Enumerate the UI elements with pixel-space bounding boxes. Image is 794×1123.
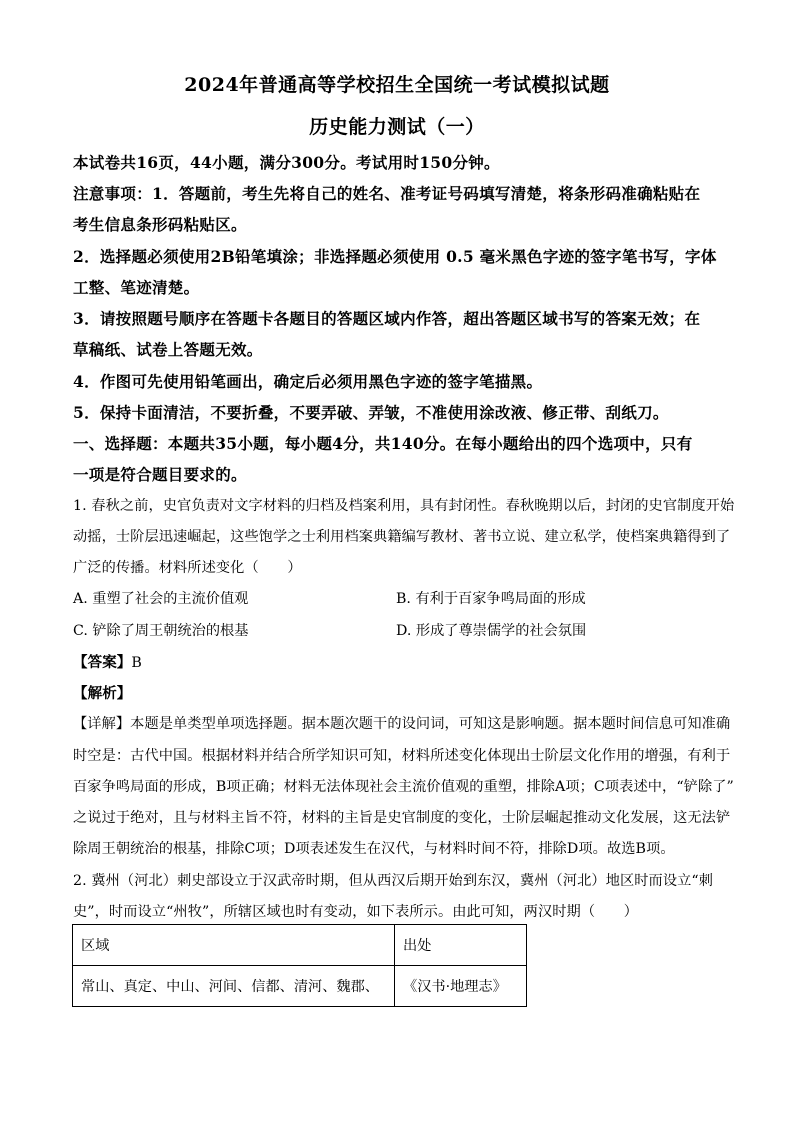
exam-subtitle: 历史能力测试（一） (309, 116, 485, 138)
section-heading: 一、选择题：本题共35小题，每小题4分，共140分。在每小题给出的四个选项中，只有 (73, 434, 693, 453)
answer-value: B (131, 655, 142, 671)
instruction-line: 考生信息条形码粘贴区。 (73, 215, 247, 234)
instruction-line: 草稿纸、试卷上答题无效。 (73, 340, 263, 359)
question-2-stem: 史”，时而设立“州牧”，所辖区域也时有变动，如下表所示。由此可知，两汉时期（ ） (73, 904, 638, 920)
question-1-stem: 动摇，士阶层迅速崛起，这些饱学之士利用档案典籍编写教材、著书立说、建立私学，使档案典籍得到了 (73, 529, 731, 545)
table-header-cell: 区域 (73, 925, 395, 966)
detail-line: 除周王朝统治的根基，排除C项；D项表述发生在汉代，与材料时间不符，排除D项。故选B项。 (73, 841, 675, 857)
option-a: A. 重塑了社会的主流价值观 (73, 591, 249, 607)
detail-line: 百家争鸣局面的形成，B项正确；材料无法体现社会主流价值观的重塑，排除A项；C项表述中，“铲除了” (73, 779, 734, 795)
instruction-line: 5．保持卡面清洁，不要折叠，不要弄破、弄皱，不准使用涂改液、修正带、刮纸刀。 (73, 403, 669, 422)
option-d: D. 形成了尊崇儒学的社会氛围 (396, 623, 587, 639)
instruction-line: 本试卷共16页，44小题，满分300分。考试用时150分钟。 (73, 153, 500, 172)
instruction-line: 4．作图可先使用铅笔画出，确定后必须用黑色字迹的签字笔描黑。 (73, 372, 543, 391)
table-row (73, 966, 527, 1007)
instruction-line: 注意事项：1．答题前，考生先将自己的姓名、准考证号码填写清楚，将条形码准确粘贴在 (73, 184, 701, 203)
analysis-line (73, 682, 131, 703)
detail-line: 【详解】本题是单类型单项选择题。据本题次题干的设问词，可知这是影响题。据本题时间信息可知准确 (73, 716, 731, 732)
instruction-line: 2．选择题必须使用2B铅笔填涂；非选择题必须使用 0.5 毫米黑色字迹的签字笔书写，字体 (73, 247, 717, 266)
analysis-label: 【解析】 (73, 685, 132, 702)
instruction-line: 工整、笔迹清楚。 (73, 278, 200, 297)
section-heading: 一项是符合题目要求的。 (73, 465, 247, 484)
answer-line (73, 651, 142, 672)
table-header-cell: 出处 (395, 925, 527, 966)
table-cell: 《汉书·地理志》 (395, 966, 527, 1007)
option-b: B. 有利于百家争鸣局面的形成 (396, 591, 586, 607)
answer-label: 【答案】 (73, 654, 132, 671)
instruction-line: 3．请按照题号顺序在答题卡各题目的答题区域内作答，超出答题区域书写的答案无效；在 (73, 309, 701, 328)
detail-line: 之说过于绝对，且与材料主旨不符，材料的主旨是史官制度的变化，士阶层崛起推动文化发展，这无法铲 (73, 810, 731, 826)
question-1-stem: 1. 春秋之前，史官负责对文字材料的归档及档案利用，具有封闭性。春秋晚期以后，封闭的史官制度开始 (73, 498, 735, 514)
detail-line: 时空是：古代中国。根据材料并结合所学知识可知，材料所述变化体现出士阶层文化作用的增强，有利于 (73, 748, 731, 764)
region-source-table (72, 924, 527, 1007)
exam-title: 2024年普通高等学校招生全国统一考试模拟试题 (184, 74, 610, 96)
table-header-row (73, 925, 527, 966)
option-c: C. 铲除了周王朝统治的根基 (73, 623, 249, 639)
question-1-stem: 广泛的传播。材料所述变化（ ） (73, 560, 302, 576)
table-cell: 常山、真定、中山、河间、信都、清河、魏郡、 (73, 966, 395, 1007)
question-2-stem: 2. 冀州（河北）刺史部设立于汉武帝时期，但从西汉后期开始到东汉，冀州（河北）地区时而设立“刺 (73, 873, 714, 889)
